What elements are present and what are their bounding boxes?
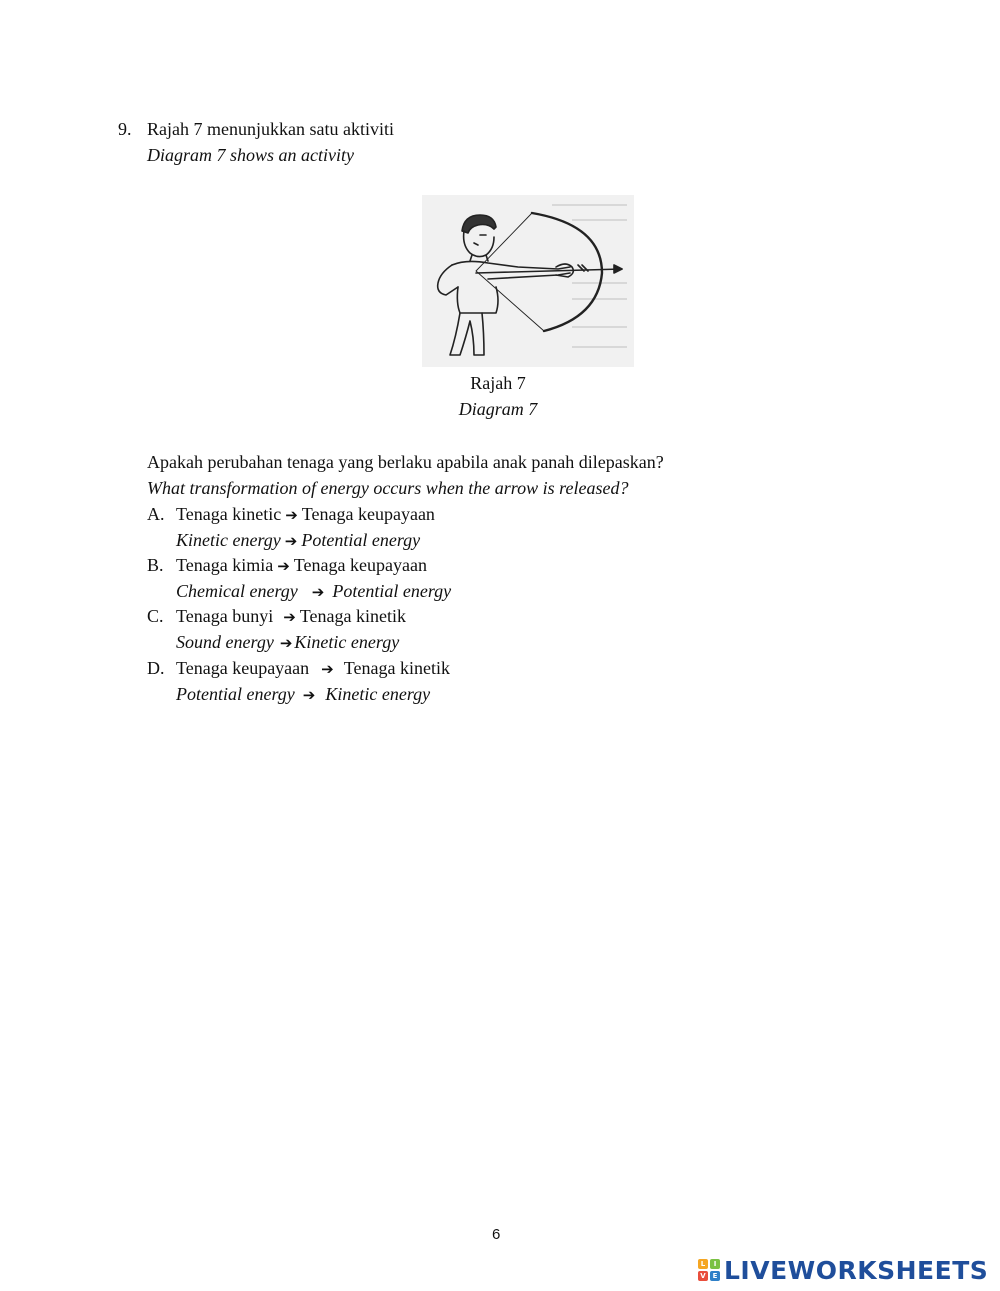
energy-from: Tenaga kimia — [176, 555, 274, 575]
energy-from: Potential energy — [176, 684, 295, 704]
option-text-en — [176, 629, 399, 656]
arrow-right-icon: ➔ — [311, 583, 325, 601]
option-text-ms — [176, 603, 406, 630]
energy-to: Tenaga kinetik — [343, 658, 450, 678]
option-text-en — [176, 681, 430, 708]
energy-from: Tenaga keupayaan — [176, 658, 310, 678]
diagram-7-figure — [422, 195, 634, 367]
option-a[interactable] — [147, 501, 647, 553]
arrow-right-icon: ➔ — [279, 634, 293, 652]
logo-tile: V — [698, 1271, 708, 1281]
arrow-right-icon: ➔ — [283, 608, 296, 626]
arrow-right-icon: ➔ — [321, 660, 334, 678]
option-letter: A. — [147, 504, 165, 524]
option-c[interactable] — [147, 603, 647, 655]
arrow-right-icon: ➔ — [285, 506, 298, 524]
liveworksheets-logo[interactable] — [698, 1256, 988, 1284]
option-text-en — [176, 527, 420, 554]
prompt-ms: Apakah perubahan tenaga yang berlaku apabila anak panah dilepaskan? — [147, 452, 664, 472]
energy-to: Kinetic energy — [325, 684, 431, 704]
logo-tile: E — [710, 1271, 720, 1281]
arrow-right-icon: ➔ — [284, 532, 298, 550]
energy-from: Sound energy — [176, 632, 274, 652]
energy-to: Kinetic energy — [294, 632, 400, 652]
energy-from: Tenaga bunyi — [176, 606, 274, 626]
figure-caption-ms: Rajah 7 — [470, 373, 526, 393]
option-b[interactable] — [147, 552, 647, 604]
option-d[interactable] — [147, 655, 647, 707]
option-letter: D. — [147, 658, 165, 678]
energy-to: Tenaga keupayaan — [301, 504, 435, 524]
energy-to: Tenaga kinetik — [299, 606, 406, 626]
energy-to: Potential energy — [301, 530, 421, 550]
option-letter: C. — [147, 606, 164, 626]
brand-name: LIVEWORKSHEETS — [724, 1255, 989, 1285]
logo-tile: I — [710, 1259, 720, 1269]
question-text-ms: Rajah 7 menunjukkan satu aktiviti — [147, 119, 394, 139]
option-text-ms — [176, 552, 427, 579]
energy-from: Chemical energy — [176, 581, 298, 601]
question-number: 9. — [118, 119, 132, 139]
question-text-en: Diagram 7 shows an activity — [147, 145, 354, 165]
energy-from: Tenaga kinetic — [176, 504, 282, 524]
energy-to: Tenaga keupayaan — [293, 555, 427, 575]
energy-to: Potential energy — [332, 581, 452, 601]
archer-illustration-icon — [422, 195, 634, 367]
arrow-right-icon: ➔ — [277, 557, 290, 575]
logo-tile: L — [698, 1259, 708, 1269]
option-letter: B. — [147, 555, 164, 575]
liveworksheets-logo-icon — [698, 1259, 720, 1281]
prompt-en: What transformation of energy occurs when the arrow is released? — [147, 478, 629, 498]
energy-from: Kinetic energy — [176, 530, 281, 550]
option-text-ms — [176, 655, 450, 682]
option-text-ms — [176, 501, 435, 528]
option-text-en — [176, 578, 451, 605]
page-number: 6 — [492, 1226, 501, 1243]
figure-caption-en: Diagram 7 — [458, 399, 538, 419]
arrow-right-icon: ➔ — [302, 686, 316, 704]
